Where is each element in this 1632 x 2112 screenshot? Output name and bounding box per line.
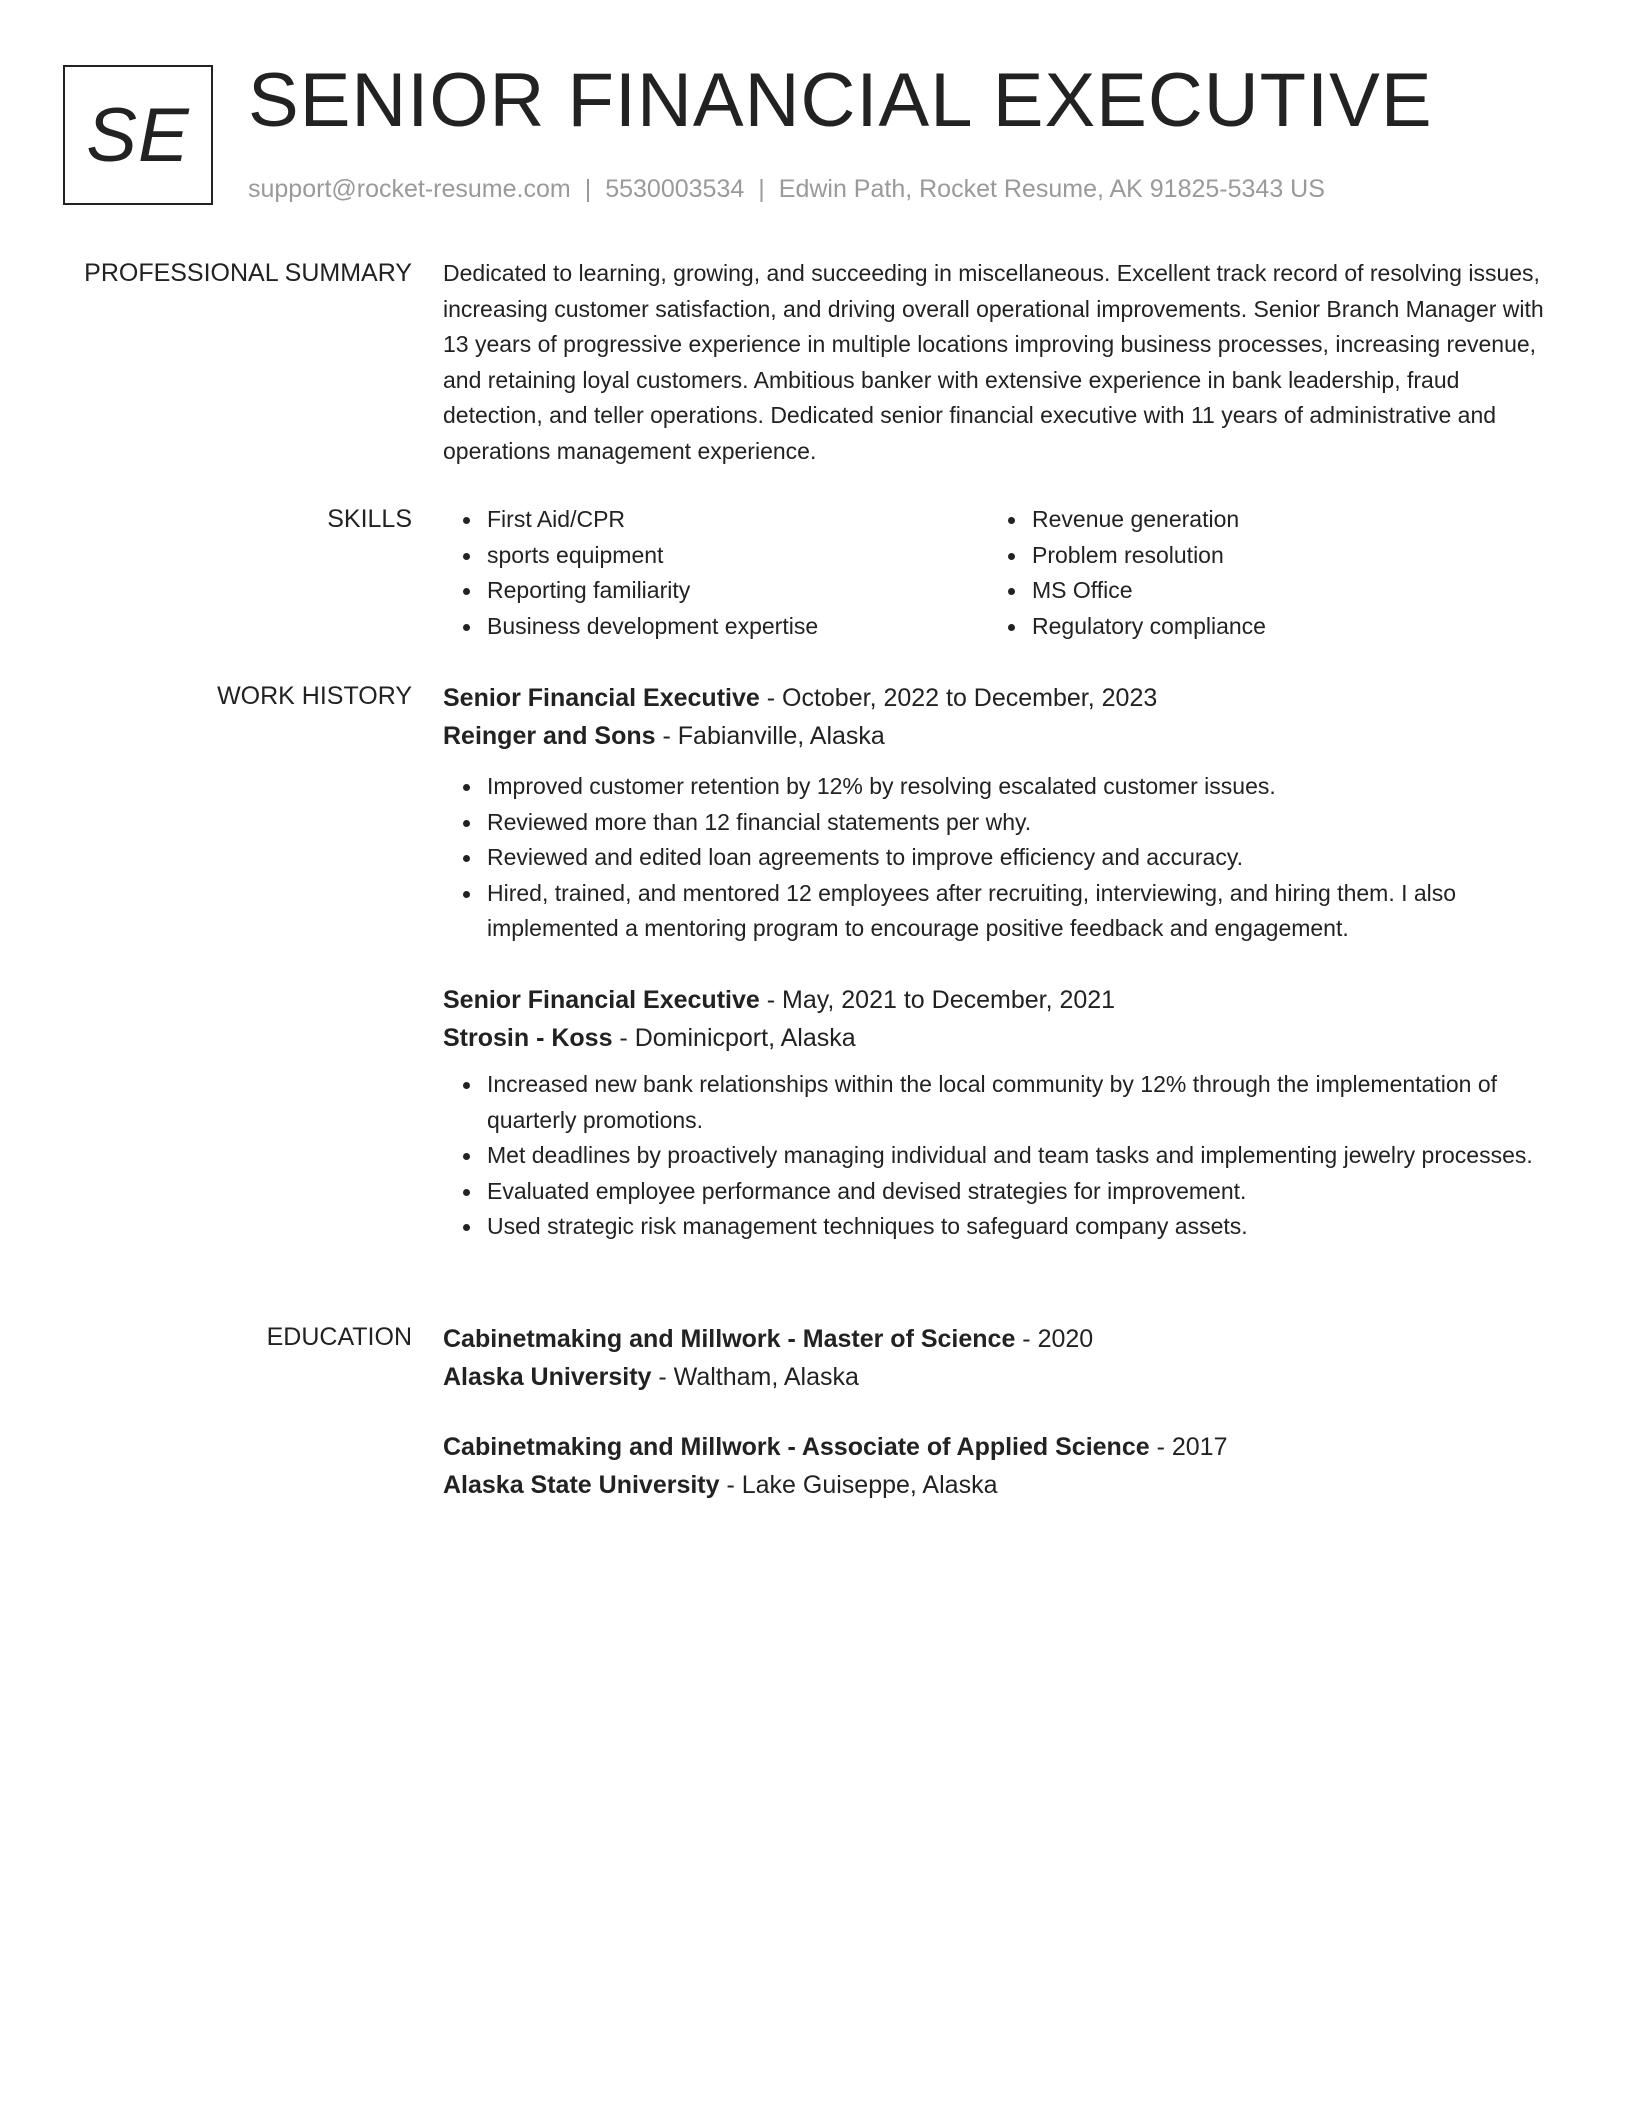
contact-separator: | bbox=[584, 175, 592, 203]
job-bullet: Hired, trained, and mentored 12 employees after recruiting, interviewing, and hiring them. I also implemented a mentoring program to encourage positive feedback and engagement. bbox=[487, 876, 1558, 947]
degree-name: Cabinetmaking and Millwork - Associate of Applied Science bbox=[443, 1433, 1150, 1461]
monogram-initials: SE bbox=[86, 92, 190, 178]
section-title-skills: SKILLS bbox=[327, 505, 412, 533]
school-line bbox=[443, 1466, 1558, 1504]
skill-item: Regulatory compliance bbox=[1032, 609, 1533, 645]
job-company: Reinger and Sons bbox=[443, 722, 656, 750]
school-location: - Waltham, Alaska bbox=[651, 1363, 859, 1391]
education-entry bbox=[443, 1320, 1558, 1396]
job-bullet: Evaluated employee performance and devised strategies for improvement. bbox=[487, 1174, 1558, 1210]
section-title-summary: PROFESSIONAL SUMMARY bbox=[84, 259, 412, 287]
job-location: - Fabianville, Alaska bbox=[655, 722, 885, 750]
degree-year: - 2020 bbox=[1015, 1325, 1094, 1353]
degree-year: - 2017 bbox=[1149, 1433, 1228, 1461]
school-location: - Lake Guiseppe, Alaska bbox=[719, 1471, 998, 1499]
skills-list-right bbox=[988, 502, 1533, 644]
school-line bbox=[443, 1358, 1558, 1396]
job-company-line bbox=[443, 1019, 1558, 1057]
skill-item: Business development expertise bbox=[487, 609, 988, 645]
skill-item: First Aid/CPR bbox=[487, 502, 988, 538]
job-role: Senior Financial Executive bbox=[443, 986, 760, 1014]
job-bullets bbox=[443, 1067, 1558, 1245]
job-entry bbox=[443, 679, 1558, 947]
section-title-education: EDUCATION bbox=[266, 1323, 412, 1351]
contact-phone: 5530003534 bbox=[605, 175, 745, 203]
skill-item: sports equipment bbox=[487, 538, 988, 574]
job-role: Senior Financial Executive bbox=[443, 684, 760, 712]
page-title: SENIOR FINANCIAL EXECUTIVE bbox=[248, 58, 1433, 143]
job-bullet: Reviewed and edited loan agreements to improve efficiency and accuracy. bbox=[487, 840, 1558, 876]
school-name: Alaska University bbox=[443, 1363, 652, 1391]
job-dates: - May, 2021 to December, 2021 bbox=[759, 986, 1116, 1014]
job-bullets bbox=[443, 769, 1558, 947]
job-company-line bbox=[443, 717, 1558, 755]
job-bullet: Used strategic risk management techniques to safeguard company assets. bbox=[487, 1209, 1558, 1245]
job-bullet: Improved customer retention by 12% by resolving escalated customer issues. bbox=[487, 769, 1558, 805]
job-bullet: Increased new bank relationships within the local community by 12% through the implementation of quarterly promotions. bbox=[487, 1067, 1558, 1138]
contact-address: Edwin Path, Rocket Resume, AK 91825-5343 US bbox=[778, 175, 1325, 203]
degree-line bbox=[443, 1320, 1558, 1358]
section-title-work: WORK HISTORY bbox=[217, 682, 412, 710]
skill-item: Reporting familiarity bbox=[487, 573, 988, 609]
contact-line bbox=[248, 174, 1325, 204]
job-entry bbox=[443, 981, 1558, 1245]
contact-separator: | bbox=[758, 175, 765, 203]
summary-text: Dedicated to learning, growing, and succeeding in miscellaneous. Excellent track record of resolving issues, increasing customer satisfaction, and driving overall operational improvements. Senior Branch Manager with 13 years of progressive experience in multiple locations improving business processes, increasing revenue, and retaining loyal customers. Ambitious banker with extensive experience in bank leadership, fraud detection, and teller operations. Dedicated senior financial executive with 11 years of administrative and operations management experience. bbox=[443, 260, 1544, 464]
job-bullet: Met deadlines by proactively managing individual and team tasks and implementing jewelry processes. bbox=[487, 1138, 1558, 1174]
education-entry bbox=[443, 1428, 1558, 1504]
skills-list-left bbox=[443, 502, 988, 644]
job-title-line bbox=[443, 981, 1558, 1019]
job-dates: - October, 2022 to December, 2023 bbox=[759, 684, 1158, 712]
school-name: Alaska State University bbox=[443, 1471, 720, 1499]
degree-line bbox=[443, 1428, 1558, 1466]
job-title-line bbox=[443, 679, 1558, 717]
skill-item: MS Office bbox=[1032, 573, 1533, 609]
job-company: Strosin - Koss bbox=[443, 1024, 613, 1052]
degree-name: Cabinetmaking and Millwork - Master of Science bbox=[443, 1325, 1016, 1353]
job-location: - Dominicport, Alaska bbox=[612, 1024, 856, 1052]
monogram-badge bbox=[63, 65, 213, 205]
skill-item: Revenue generation bbox=[1032, 502, 1533, 538]
contact-email: support@rocket-resume.com bbox=[248, 175, 571, 203]
skill-item: Problem resolution bbox=[1032, 538, 1533, 574]
job-bullet: Reviewed more than 12 financial statements per why. bbox=[487, 805, 1558, 841]
